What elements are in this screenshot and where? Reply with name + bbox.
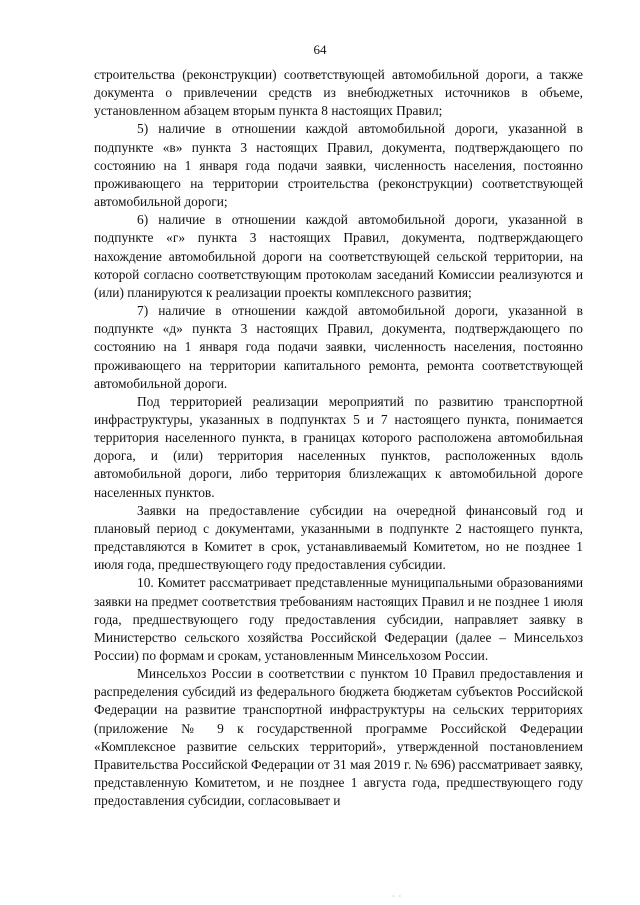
- paragraph-continuation: строительства (реконструкции) соответствующей автомобильной дороги, а также документа о привлечении средств из внебюджетных источников в объеме, установленном абзацем вторым пункта 8 настоящих Правил;: [94, 67, 583, 119]
- paragraph-territory-definition: Под территорией реализации мероприятий по развитию транспортной инфраструктуры, указанных в подпунктах 5 и 7 настоящего пункта, понимается территория населенного пункта, в границах которого расположена автомобильная дорога, и (или) территория населенных пунктов, расположенных вдоль автомобильной дороги, либо территория близлежащих к автомобильной дороге населенных пунктов.: [94, 393, 583, 500]
- paragraph-ministry-review: Минсельхоз России в соответствии с пунктом 10 Правил предоставления и распределения субсидий из федерального бюджета бюджетам субъектов Российской Федерации на развитие транспортной инфраструктуры на сельских территориях (приложение № 9 к государственной программе Российской Федерации «Комплексное развитие сельских территорий», утвержденной постановлением Правительства Российской Федерации от 31 мая 2019 г. № 696) рассматривает заявку, представленную Комитетом, и не позднее 1 августа года, предшествующего году предоставления субсидии, согласовывает и: [94, 666, 583, 809]
- document-body: [94, 66, 583, 810]
- paragraph-clause-10: 10. Комитет рассматривает представленные муниципальными образованиями заявки на предмет соответствия требованиям настоящих Правил и не позднее 1 июля года, предшествующего году предоставления субсидии, направляет заявку в Министерство сельского хозяйства Российской Федерации (далее – Минсельхоз России) по формам и срокам, установленным Минсельхозом России.: [94, 575, 583, 663]
- paragraph-applications: Заявки на предоставление субсидии на очередной финансовый год и плановый период с документами, указанными в подпункте 2 настоящего пункта, представляются в Комитет в срок, устанавливаемый Комитетом, но не позднее 1 июля года, предшествующего году предоставления субсидии.: [94, 502, 583, 573]
- scan-artifact: · ·: [392, 892, 403, 901]
- paragraph-item-5: 5) наличие в отношении каждой автомобильной дороги, указанной в подпункте «в» пункта 3 настоящих Правил, документа, подтверждающего по состоянию на 1 января года подачи заявки, численность населения, постоянно проживающего на территории строительства (реконструкции) соответствующей автомобильной дороги;: [94, 121, 583, 210]
- paragraph-item-6: 6) наличие в отношении каждой автомобильной дороги, указанной в подпункте «г» пункта 3 настоящих Правил, документа, подтверждающего нахождение автомобильной дороги на соответствующей сельской территории, на которой согласно соответствующим протоколам заседаний Комиссии реализуются и (или) планируются к реализации проекты комплексного развития;: [94, 212, 583, 300]
- page-number: 64: [313, 42, 327, 57]
- paragraph-item-7: 7) наличие в отношении каждой автомобильной дороги, указанной в подпункте «д» пункта 3 настоящих Правил, документа, подтверждающего по состоянию на 1 января года подачи заявки, численность населения, постоянно проживающего на территории капитального ремонта, ремонта соответствующей автомобильной дороги.: [94, 303, 583, 391]
